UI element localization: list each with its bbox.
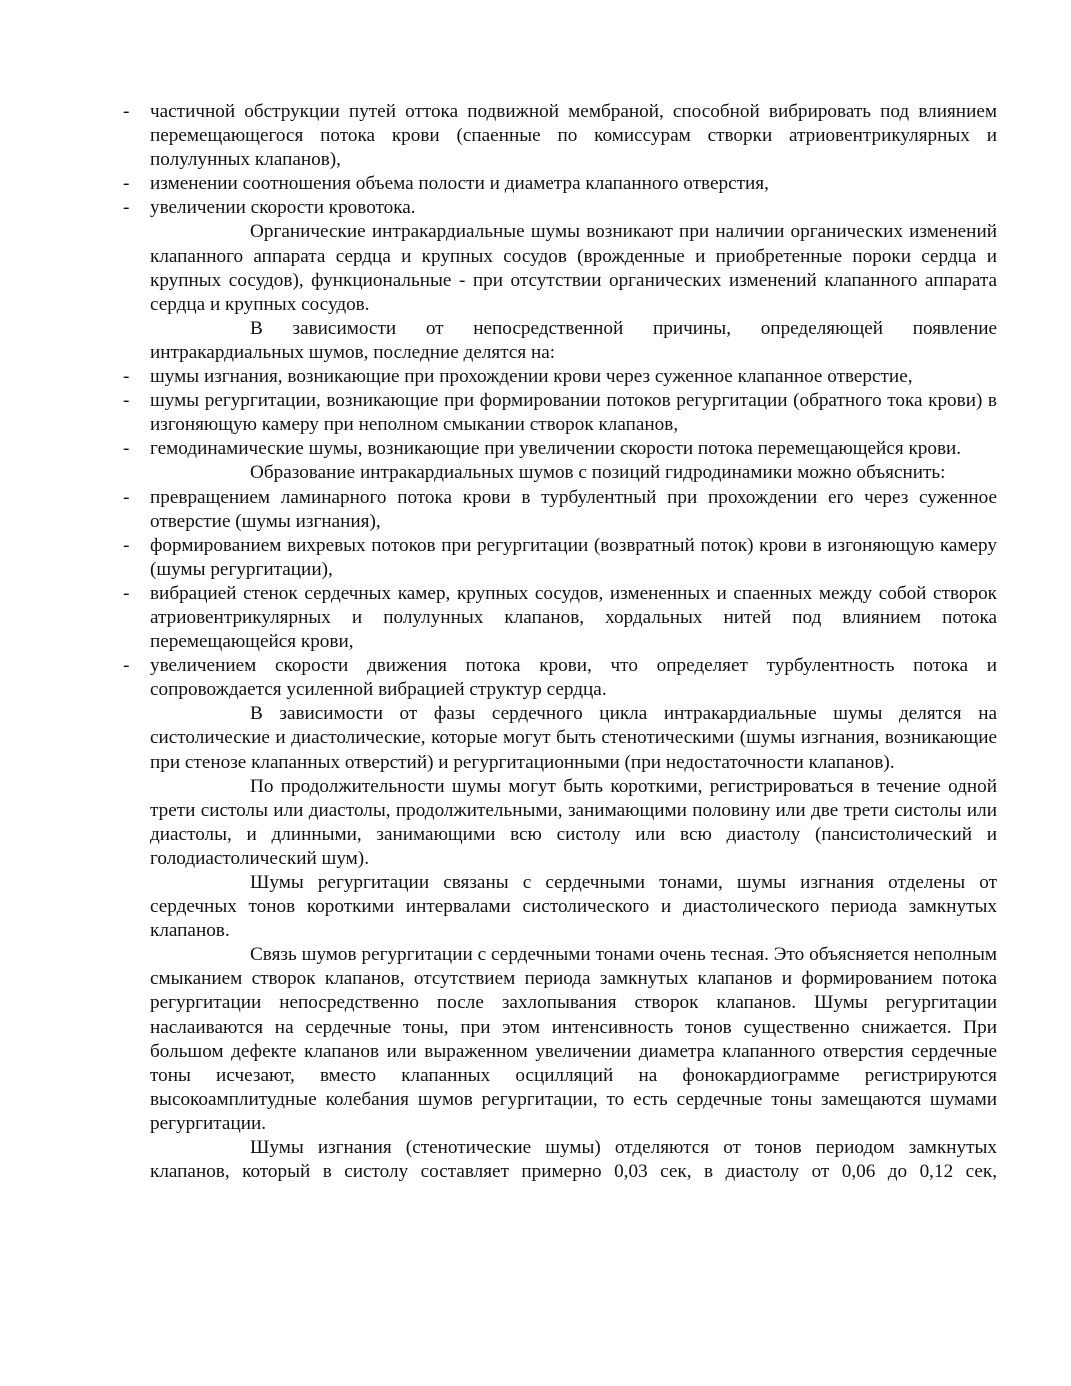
- bullet-dash: -: [123, 438, 130, 460]
- bullet-dash: -: [123, 582, 130, 604]
- list-item-text: шумы регургитации, возникающие при формировании потоков регургитации (обратного тока крови) в изгоняющую камеру при неполном смыкании створок клапанов,: [150, 390, 997, 436]
- list-item: [123, 365, 997, 389]
- list-item: [123, 486, 997, 534]
- list-item-text: шумы изгнания, возникающие при прохождении крови через суженное клапанное отверстие,: [150, 366, 913, 388]
- paragraph: По продолжительности шумы могут быть короткими, регистрироваться в течение одной трети систолы или диастолы, продолжительными, занимающими половину или две трети систолы или диастолы, и длинными, занимающими всю систолу или всю диастолу (пансистолический и голодиастолический шум).: [150, 775, 997, 869]
- bullet-dash: -: [123, 534, 130, 556]
- list-item-text: превращением ламинарного потока крови в турбулентный при прохождении его через суженное отверстие (шумы изгнания),: [150, 486, 997, 532]
- bullet-dash: -: [123, 655, 130, 677]
- list-item: [123, 437, 997, 461]
- paragraph: Органические интракардиальные шумы возникают при наличии органических изменений клапанного аппарата сердца и крупных сосудов (врожденные и приобретенные пороки сердца и крупных сосудов), функциональные - при отсутствии органических изменений клапанного аппарата сердца и крупных сосудов.: [150, 221, 997, 315]
- list-item-text: частичной обструкции путей оттока подвижной мембраной, способной вибрировать под влиянием перемещающегося потока крови (спаенные по комиссурам створки атриовентрикулярных и полулунных клапанов),: [150, 101, 997, 171]
- paragraph: Связь шумов регургитации с сердечными тонами очень тесная. Это объясняется неполным смыканием створок клапанов, отсутствием периода замкнутых клапанов и формированием потока регургитации непосредственно после захлопывания створок клапанов. Шумы регургитации наслаиваются на сердечные тоны, при этом интенсивность тонов существенно снижается. При большом дефекте клапанов или выраженном увеличении диаметра клапанного отверстия сердечные тоны исчезают, вместо клапанных осцилляций на фонокардиограмме регистрируются высокоамплитудные колебания шумов регургитации, то есть сердечные тоны замещаются шумами регургитации.: [150, 944, 997, 1134]
- list-item-text: вибрацией стенок сердечных камер, крупных сосудов, измененных и спаенных между собой створок атриовентрикулярных и полулунных клапанов, хордальных нитей под влиянием потока перемещающейся крови,: [150, 582, 997, 653]
- list-item-text: увеличении скорости кровотока.: [150, 197, 416, 219]
- list-item: [123, 172, 997, 196]
- bullet-dash: -: [123, 173, 130, 195]
- list-item: [123, 654, 997, 702]
- bullet-dash: -: [123, 486, 130, 508]
- list-item-text: увеличением скорости движения потока крови, что определяет турбулентность потока и сопровождается усиленной вибрацией структур сердца.: [150, 655, 997, 701]
- paragraph: Шумы регургитации связаны с сердечными тонами, шумы изгнания отделены от сердечных тонов короткими интервалами систолического и диастолического периода замкнутых клапанов.: [150, 872, 997, 942]
- list-item: [123, 100, 997, 172]
- paragraph: Образование интракардиальных шумов с позиций гидродинамики можно объяснить:: [250, 462, 946, 484]
- bullet-dash: -: [123, 366, 130, 388]
- list-item: [123, 534, 997, 582]
- list-item: [123, 389, 997, 437]
- list-item: [123, 582, 997, 654]
- list-item: [123, 196, 997, 220]
- paragraph: Шумы изгнания (стенотические шумы) отделяются от тонов периодом замкнутых клапанов, который в систолу составляет примерно 0,03 сек, в диастолу от 0,06 до 0,12 сек,: [150, 1137, 997, 1183]
- bullet-dash: -: [123, 390, 130, 412]
- list-item-text: формированием вихревых потоков при регургитации (возвратный поток) крови в изгоняющую камеру (шумы регургитации),: [150, 534, 997, 580]
- document-body: [123, 100, 997, 1184]
- list-item-text: изменении соотношения объема полости и диаметра клапанного отверстия,: [150, 173, 769, 195]
- bullet-dash: -: [123, 197, 130, 219]
- paragraph: В зависимости от непосредственной причины, определяющей появление интракардиальных шумов, последние делятся на:: [150, 317, 997, 363]
- paragraph: В зависимости от фазы сердечного цикла интракардиальные шумы делятся на систолические и диастолические, которые могут быть стенотическими (шумы изгнания, возникающие при стенозе клапанных отверстий) и регургитационными (при недостаточности клапанов).: [150, 703, 997, 773]
- bullet-dash: -: [123, 101, 130, 122]
- list-item-text: гемодинамические шумы, возникающие при увеличении скорости потока перемещающейся крови.: [150, 438, 962, 460]
